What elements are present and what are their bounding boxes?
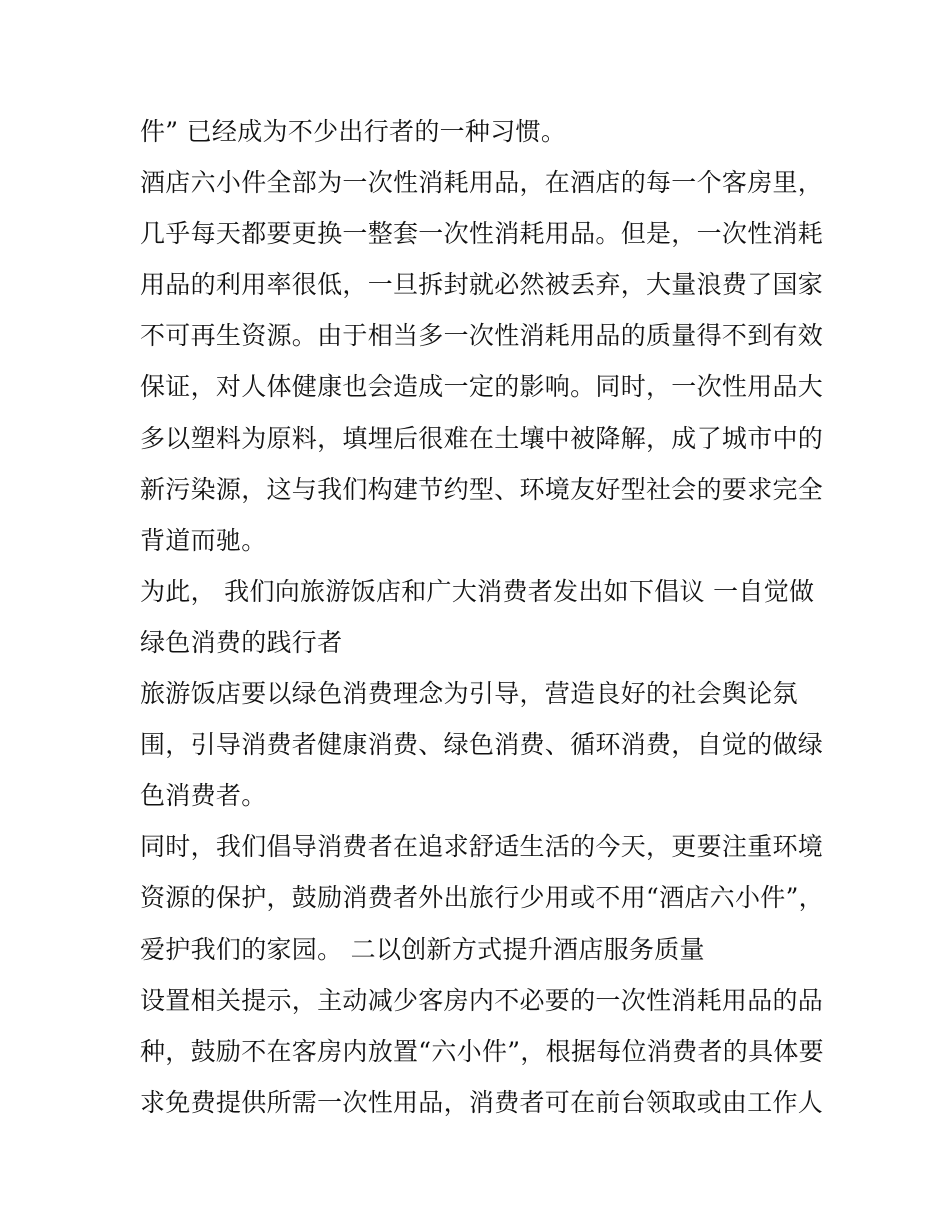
text-line: 围，引导消费者健康消费、绿色消费、循环消费，自觉的做绿	[140, 730, 824, 760]
text-line: 背道而驰。	[140, 525, 267, 555]
body-text	[140, 106, 824, 1128]
text-line: 设置相关提示，主动减少客房内不必要的一次性消耗用品的品	[140, 985, 824, 1015]
text-line: 新污染源，这与我们构建节约型、环境友好型社会的要求完全	[140, 474, 824, 504]
text-line: 为此， 我们向旅游饭店和广大消费者发出如下倡议 一自觉做	[140, 576, 815, 606]
text-line: 几乎每天都要更换一整套一次性消耗用品。但是，一次性消耗	[140, 219, 824, 249]
text-line: 资源的保护，鼓励消费者外出旅行少用或不用“酒店六小件”，	[140, 883, 824, 913]
text-line: 同时，我们倡导消费者在追求舒适生活的今天，更要注重环境	[140, 832, 824, 862]
text-line: 求免费提供所需一次性用品，消费者可在前台领取或由工作人	[140, 1087, 824, 1117]
text-line: 绿色消费的践行者	[140, 627, 343, 657]
text-line: 爱护我们的家园。 二以创新方式提升酒店服务质量	[140, 934, 705, 964]
text-line: 旅游饭店要以绿色消费理念为引导，营造良好的社会舆论氛	[140, 679, 798, 709]
text-line: 酒店六小件全部为一次性消耗用品，在酒店的每一个客房里，	[140, 168, 824, 198]
text-line: 色消费者。	[140, 781, 267, 811]
text-line: 种，鼓励不在客房内放置“六小件”，根据每位消费者的具体要	[140, 1036, 824, 1066]
text-line: 用品的利用率很低，一旦拆封就必然被丢弃，大量浪费了国家	[140, 270, 824, 300]
text-line: 多以塑料为原料，填埋后很难在土壤中被降解，成了城市中的	[140, 423, 824, 453]
text-line: 件” 已经成为不少出行者的一种习惯。	[140, 117, 567, 146]
text-line: 不可再生资源。由于相当多一次性消耗用品的质量得不到有效	[140, 321, 824, 351]
text-line: 保证，对人体健康也会造成一定的影响。同时，一次性用品大	[140, 372, 824, 402]
